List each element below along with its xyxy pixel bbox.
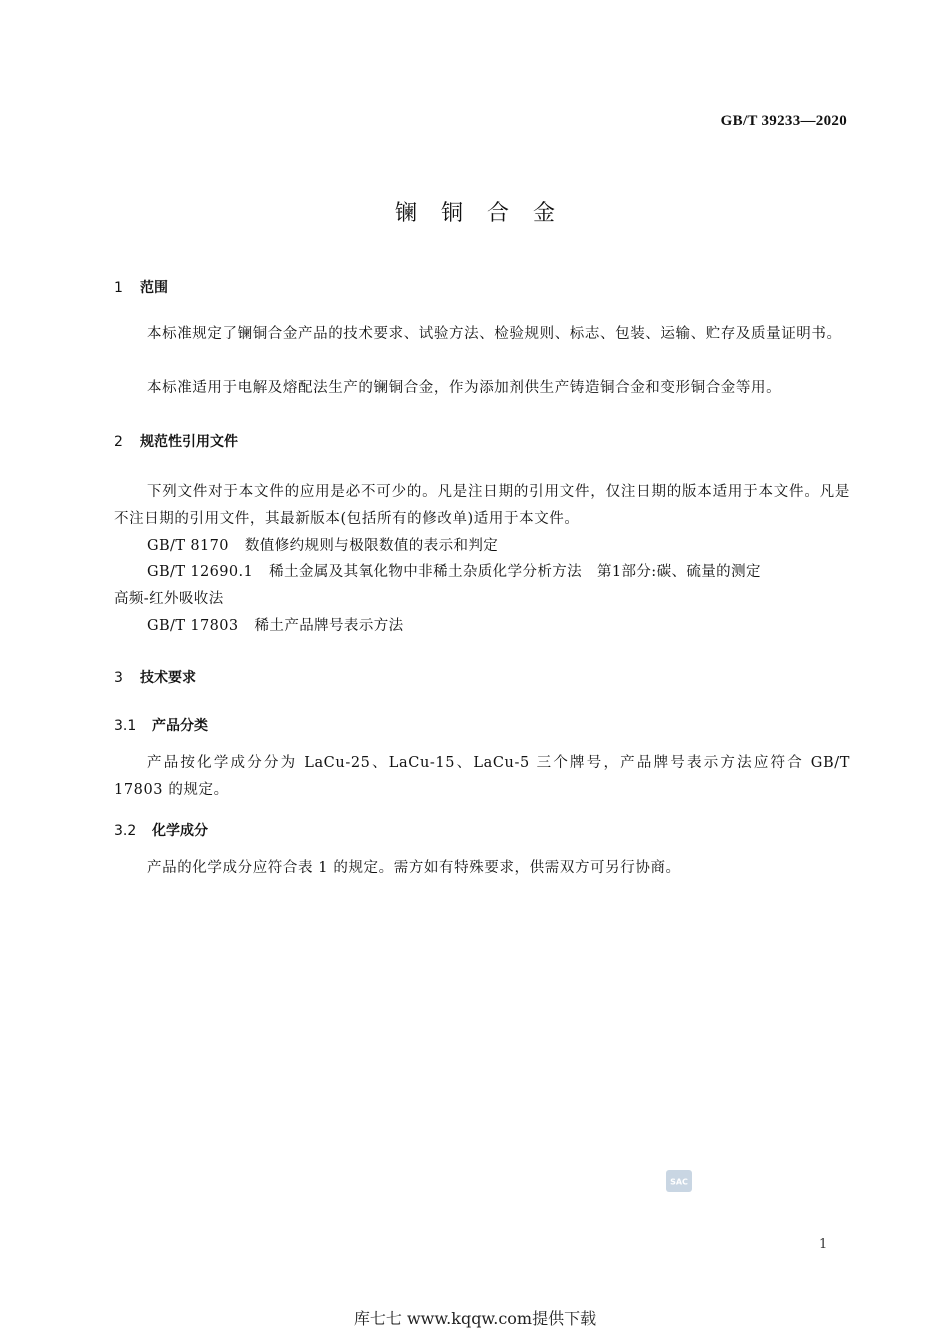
- section-2-heading: [114, 431, 238, 451]
- subsection-number: 3.2: [114, 823, 137, 839]
- scope-paragraph-1: 本标准规定了镧铜合金产品的技术要求、试验方法、检验规则、标志、包装、运输、贮存及质量证明书。: [147, 326, 842, 342]
- reference-code: GB/T 12690.1: [147, 564, 254, 580]
- sac-logo-text: SAC: [670, 1177, 688, 1187]
- section-number: 2: [114, 434, 123, 450]
- section-number: 1: [114, 280, 123, 296]
- standard-code: GB/T 39233—2020: [720, 113, 847, 129]
- section-title: 规范性引用文件: [140, 434, 238, 450]
- reference-item: [147, 614, 404, 635]
- section-3-heading: [114, 667, 196, 687]
- subsection-number: 3.1: [114, 718, 137, 734]
- reference-item: [147, 534, 498, 555]
- section-title: 技术要求: [140, 670, 196, 686]
- section-1-heading: [114, 277, 168, 297]
- reference-title: 稀土金属及其氧化物中非稀土杂质化学分析方法 第1部分:碳、硫量的测定: [269, 564, 761, 580]
- reference-item: [147, 560, 761, 581]
- normative-intro: 下列文件对于本文件的应用是必不可少的。凡是注日期的引用文件，仅注日期的版本适用于本文件。凡是不注日期的引用文件，其最新版本(包括所有的修改单)适用于本文件。: [114, 484, 850, 527]
- chemical-composition-text: 产品的化学成分应符合表 1 的规定。需方如有特殊要求，供需双方可另行协商。: [147, 860, 681, 876]
- download-footer: 库七七 www.kqqw.com提供下载: [353, 1309, 597, 1328]
- product-classification-text: 产品按化学成分分为 LaCu-25、LaCu-15、LaCu-5 三个牌号，产品牌号表示方法应符合 GB/T 17803 的规定。: [114, 755, 850, 798]
- reference-code: GB/T 8170: [147, 538, 229, 554]
- subsection-title: 产品分类: [152, 718, 208, 734]
- subsection-3-1-heading: [114, 715, 208, 735]
- subsection-3-2-heading: [114, 820, 208, 840]
- document-title: 镧铜合金: [394, 201, 579, 226]
- subsection-title: 化学成分: [152, 823, 208, 839]
- scope-paragraph-2: 本标准适用于电解及熔配法生产的镧铜合金，作为添加剂供生产铸造铜合金和变形铜合金等用。: [147, 380, 782, 396]
- reference-title: 数值修约规则与极限数值的表示和判定: [244, 538, 499, 554]
- reference-title-continued: 高频-红外吸收法: [114, 591, 224, 607]
- section-title: 范围: [140, 280, 168, 296]
- reference-title: 稀土产品牌号表示方法: [254, 618, 404, 634]
- section-number: 3: [114, 670, 123, 686]
- sac-logo-watermark: [666, 1170, 692, 1192]
- reference-code: GB/T 17803: [147, 618, 239, 634]
- page-number: 1: [819, 1237, 828, 1252]
